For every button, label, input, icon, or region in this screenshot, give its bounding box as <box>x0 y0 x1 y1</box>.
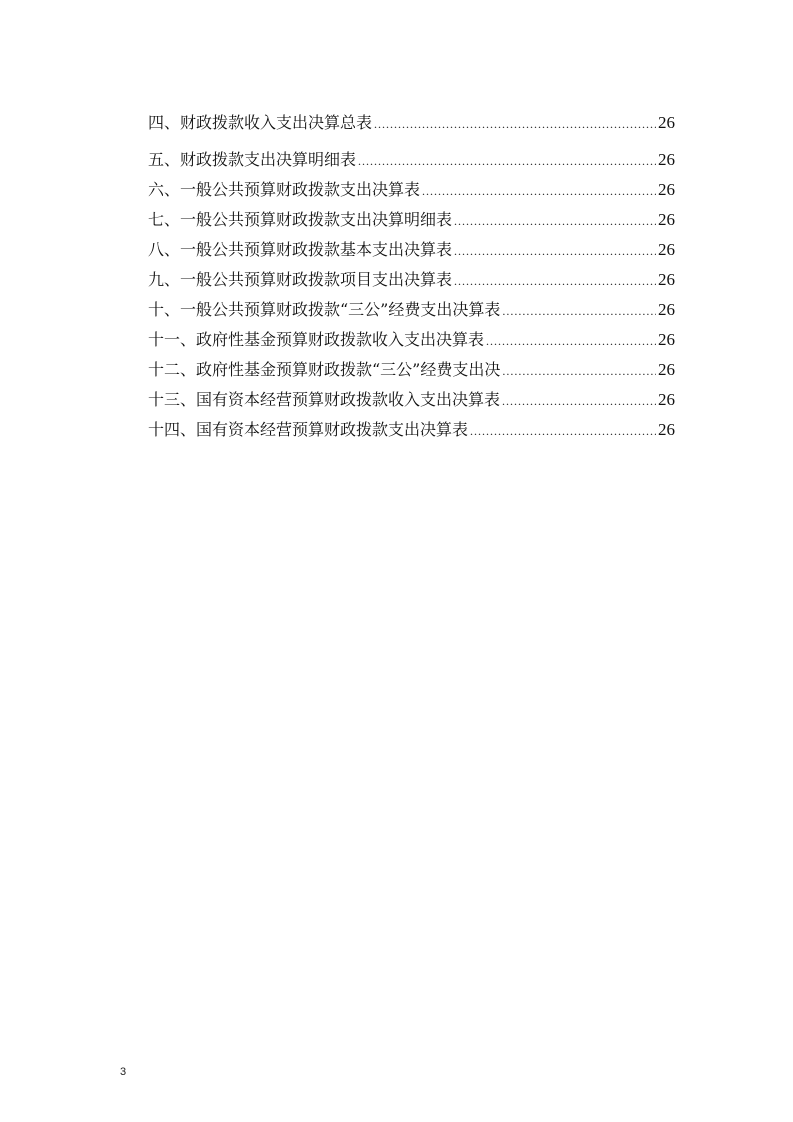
toc-entry-title: 五、财政拨款支出决算明细表 <box>148 150 357 169</box>
toc-dot-leader <box>454 266 656 296</box>
toc-entry-page: 26 <box>658 150 675 169</box>
page-number: 3 <box>120 1066 127 1078</box>
toc-entry-page: 26 <box>658 360 675 379</box>
toc-entry-title: 十四、国有资本经营预算财政拨款支出决算表 <box>148 420 469 439</box>
toc-dot-leader <box>470 416 656 446</box>
toc-entry-title: 六、一般公共预算财政拨款支出决算表 <box>148 180 421 199</box>
toc-entry-page: 26 <box>658 270 675 289</box>
toc-entry[interactable] <box>148 385 675 415</box>
toc-entry-page: 26 <box>658 210 675 229</box>
toc-entry-page: 26 <box>658 330 675 349</box>
toc-entry[interactable] <box>148 265 675 295</box>
toc-entry[interactable] <box>148 175 675 205</box>
toc-entry[interactable] <box>148 325 675 355</box>
toc-entry-page: 26 <box>658 240 675 259</box>
toc-entry[interactable] <box>148 295 675 325</box>
toc-entry[interactable] <box>148 235 675 265</box>
toc-entry-title: 十三、国有资本经营预算财政拨款收入支出决算表 <box>148 390 501 409</box>
toc-dot-leader <box>454 206 656 236</box>
table-of-contents <box>148 108 675 445</box>
toc-entry-title: 十二、政府性基金预算财政拨款“三公”经费支出决 <box>148 360 501 379</box>
toc-entry-title: 十一、政府性基金预算财政拨款收入支出决算表 <box>148 330 485 349</box>
toc-entry-title: 四、财政拨款收入支出决算总表 <box>148 113 373 132</box>
toc-entry-title: 九、一般公共预算财政拨款项目支出决算表 <box>148 270 453 289</box>
toc-dot-leader <box>422 176 656 206</box>
toc-entry[interactable] <box>148 145 675 175</box>
toc-entry-page: 26 <box>658 420 675 439</box>
toc-entry[interactable] <box>148 355 675 385</box>
toc-dot-leader <box>358 146 656 176</box>
toc-entry[interactable] <box>148 205 675 235</box>
toc-entry-page: 26 <box>658 390 675 409</box>
toc-dot-leader <box>454 236 656 266</box>
toc-dot-leader <box>502 356 656 386</box>
toc-dot-leader <box>502 386 656 416</box>
toc-entry-page: 26 <box>658 300 675 319</box>
toc-entry-page: 26 <box>658 113 675 132</box>
toc-dot-leader <box>374 109 656 139</box>
toc-dot-leader <box>502 296 656 326</box>
toc-entry[interactable] <box>148 108 675 145</box>
toc-dot-leader <box>486 326 656 356</box>
toc-entry-page: 26 <box>658 180 675 199</box>
toc-entry[interactable] <box>148 415 675 445</box>
toc-entry-title: 七、一般公共预算财政拨款支出决算明细表 <box>148 210 453 229</box>
toc-entry-title: 八、一般公共预算财政拨款基本支出决算表 <box>148 240 453 259</box>
toc-entry-title: 十、一般公共预算财政拨款“三公”经费支出决算表 <box>148 300 501 319</box>
